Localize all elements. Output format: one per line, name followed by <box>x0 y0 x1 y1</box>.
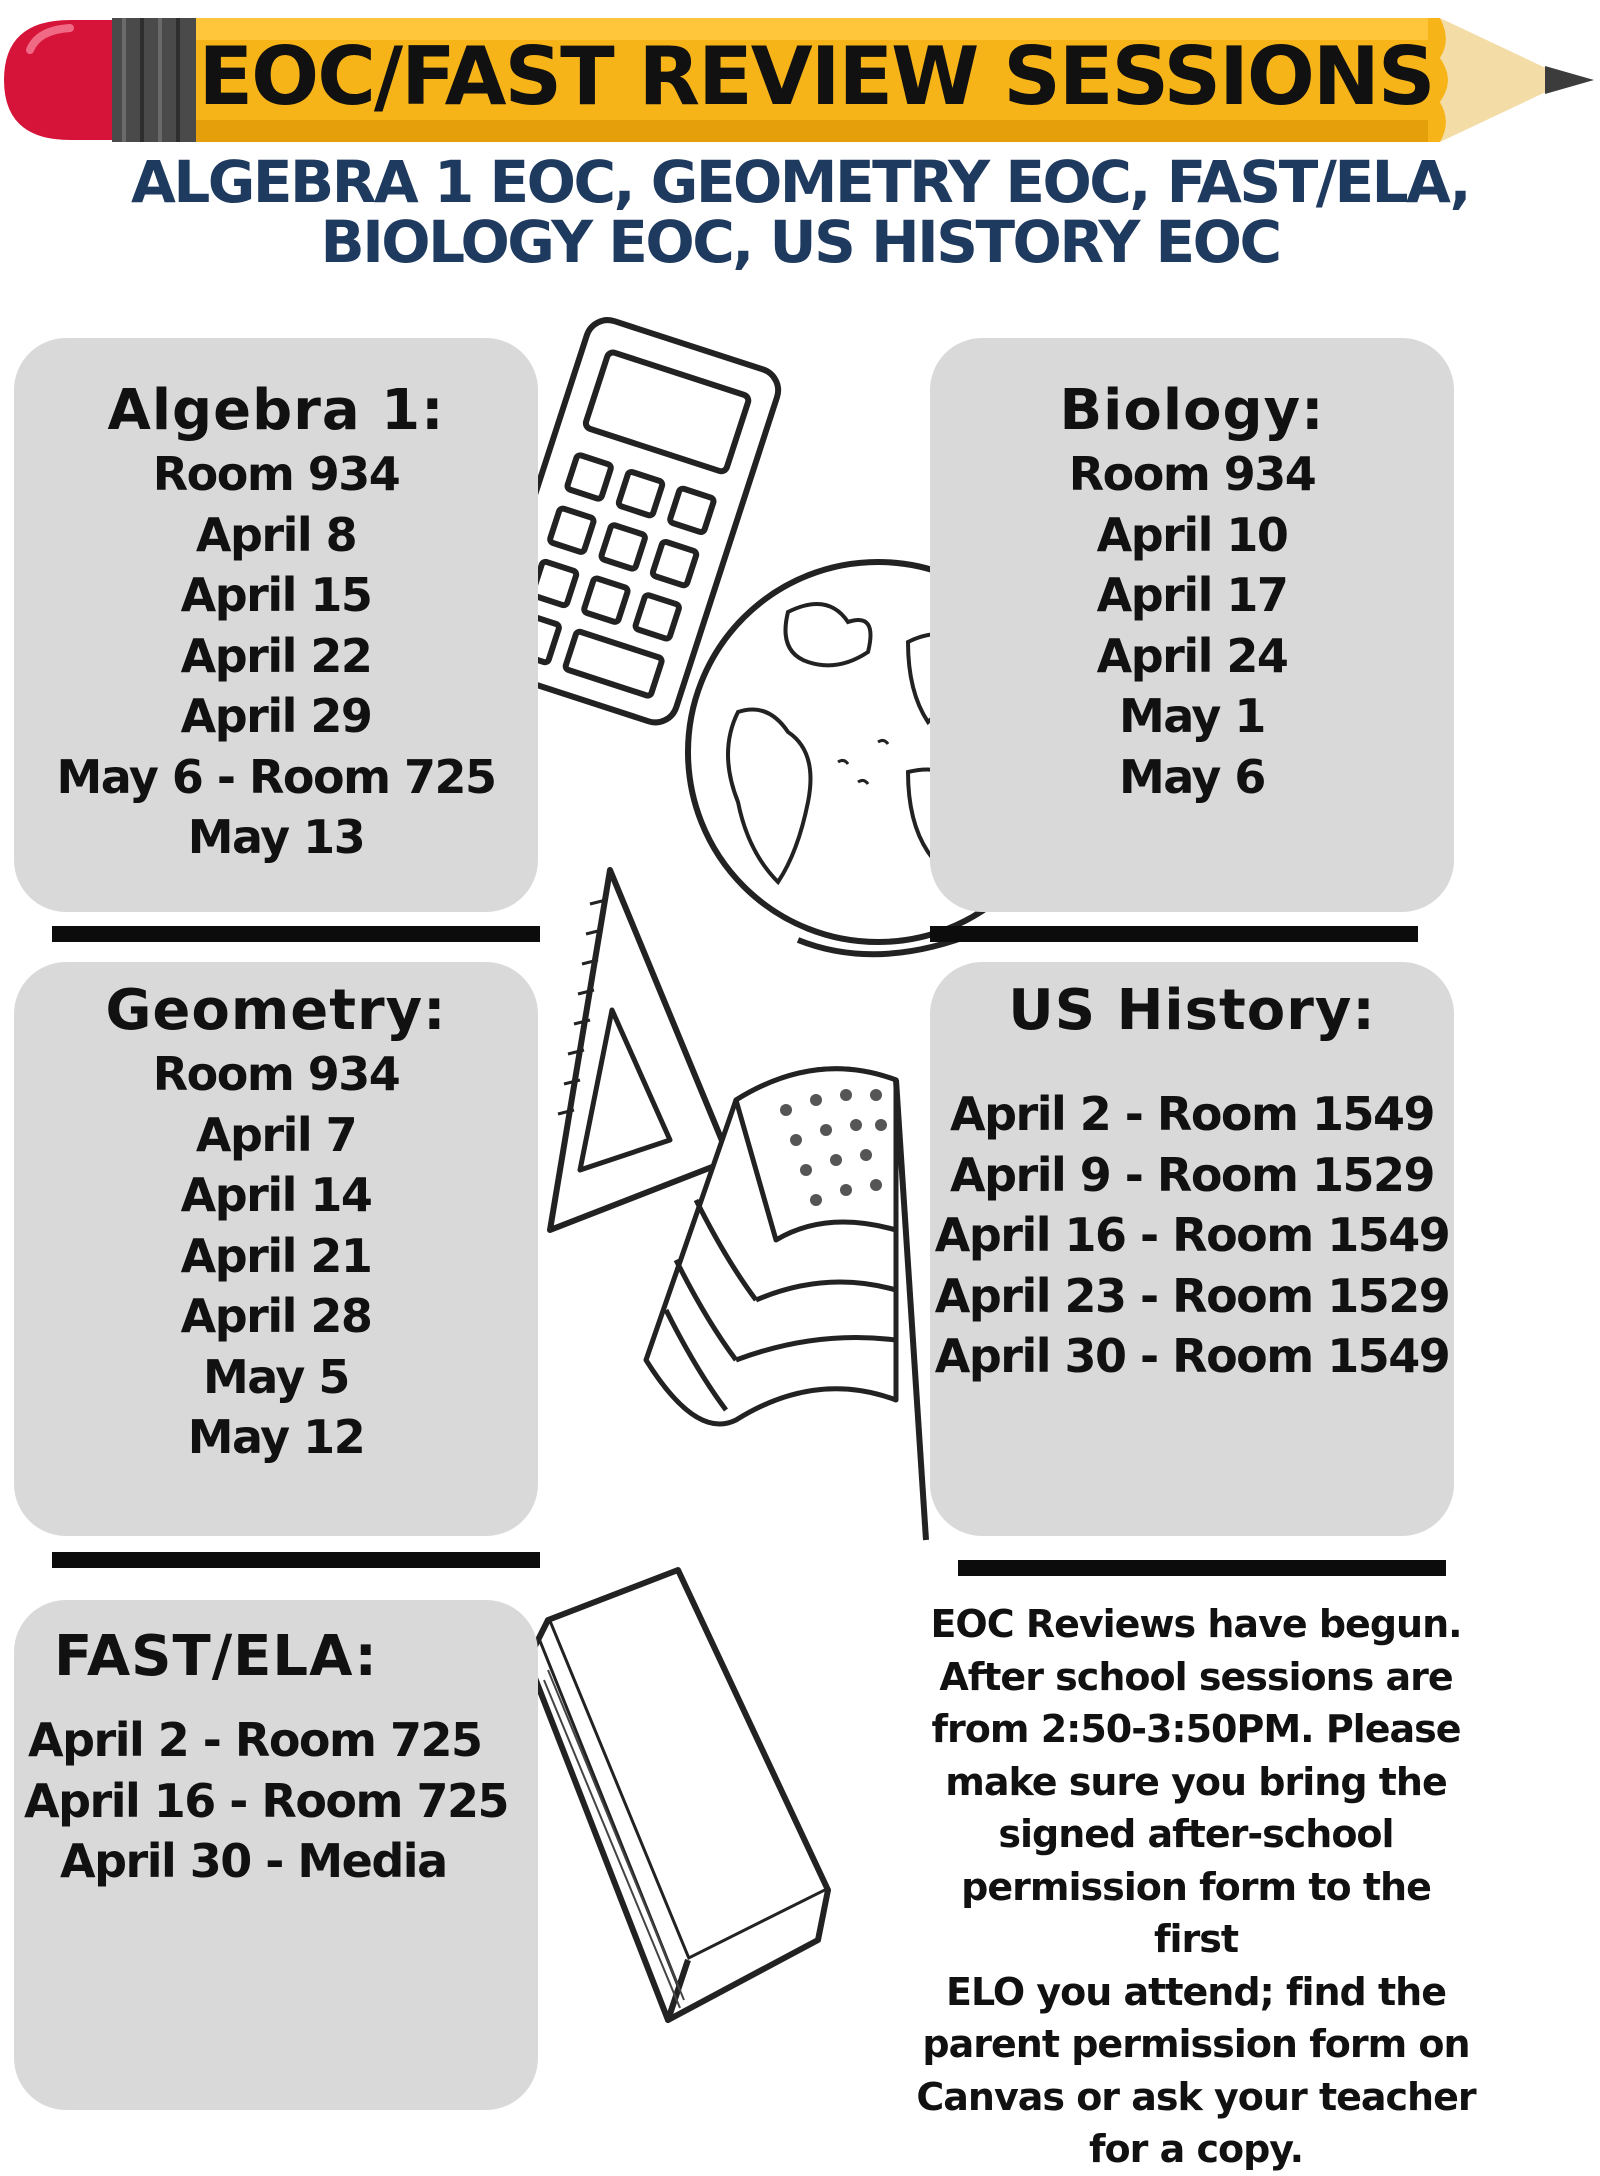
geometry-line: April 28 <box>180 1289 372 1343</box>
notice-line: for a copy. <box>1088 2127 1304 2171</box>
flag-icon <box>636 1040 956 1560</box>
algebra-line: April 22 <box>180 628 372 683</box>
subtitle-line-1: ALGEBRA 1 EOC, GEOMETRY EOC, FAST/ELA, <box>130 148 1470 216</box>
geometry-line: April 7 <box>195 1107 357 1162</box>
divider <box>958 1560 1446 1576</box>
biology-title: Biology: <box>1059 378 1325 443</box>
algebra-line: April 8 <box>195 507 357 562</box>
history-line: April 23 - Room 1529 <box>934 1268 1450 1323</box>
algebra-title: Algebra 1: <box>107 378 445 443</box>
divider <box>52 926 540 942</box>
notice-line: Canvas or ask your teacher <box>916 2074 1476 2119</box>
notice-line: ELO you attend; find the <box>946 1969 1446 2014</box>
algebra-line: Room 934 <box>152 447 400 501</box>
fast-line: April 2 - Room 725 <box>28 1713 482 1767</box>
notice-text <box>916 1598 1476 2176</box>
geometry-line: April 14 <box>180 1168 372 1222</box>
notice-line: parent permission form on <box>922 2022 1470 2066</box>
algebra-card <box>14 338 538 912</box>
biology-line: April 24 <box>1096 628 1288 683</box>
algebra-line: April 29 <box>180 689 372 743</box>
history-title: US History: <box>1008 978 1376 1043</box>
biology-card <box>930 338 1454 912</box>
subtitle <box>60 148 1540 276</box>
geometry-line: May 5 <box>203 1349 349 1404</box>
biology-line: Room 934 <box>1068 447 1316 501</box>
biology-line: May 1 <box>1119 689 1265 743</box>
history-line: April 9 - Room 1529 <box>950 1147 1434 1202</box>
notice-line: make sure you bring the <box>945 1759 1447 1804</box>
algebra-line: May 6 - Room 725 <box>56 749 496 804</box>
biology-line: April 17 <box>1096 568 1288 622</box>
biology-line: April 10 <box>1096 507 1288 562</box>
algebra-line: April 15 <box>180 568 372 622</box>
history-line: April 16 - Room 1549 <box>934 1208 1450 1262</box>
book-icon <box>508 1560 848 2040</box>
history-line: April 30 - Room 1549 <box>934 1329 1450 1383</box>
geometry-line: April 21 <box>180 1228 372 1283</box>
page-title: EOC/FAST REVIEW SESSIONS <box>198 30 1434 123</box>
pencil-eraser <box>4 20 118 140</box>
geometry-line: Room 934 <box>152 1047 400 1101</box>
geometry-card <box>14 962 538 1536</box>
geometry-title: Geometry: <box>105 978 447 1043</box>
pencil-lead <box>1545 66 1594 94</box>
notice-line: EOC Reviews have begun. <box>930 1602 1462 1646</box>
subtitle-line-2: BIOLOGY EOC, US HISTORY EOC <box>320 208 1280 276</box>
notice-line: from 2:50-3:50PM. Please <box>931 1707 1461 1751</box>
history-line: April 2 - Room 1549 <box>950 1087 1434 1141</box>
notice-line: signed after-school <box>998 1812 1394 1856</box>
divider <box>52 1552 540 1568</box>
algebra-line: May 13 <box>187 810 365 864</box>
fast-line: April 30 - Media <box>60 1834 447 1888</box>
biology-line: May 6 <box>1119 749 1265 804</box>
fast-line: April 16 - Room 725 <box>24 1773 508 1828</box>
fast-title: FAST/ELA: <box>54 1624 378 1689</box>
fast-card <box>14 1600 538 2110</box>
geometry-line: May 12 <box>187 1410 365 1464</box>
notice-line: permission form to the first <box>961 1864 1431 1961</box>
history-card <box>930 962 1454 1536</box>
notice-line: After school sessions are <box>939 1654 1453 1699</box>
divider <box>930 926 1418 942</box>
